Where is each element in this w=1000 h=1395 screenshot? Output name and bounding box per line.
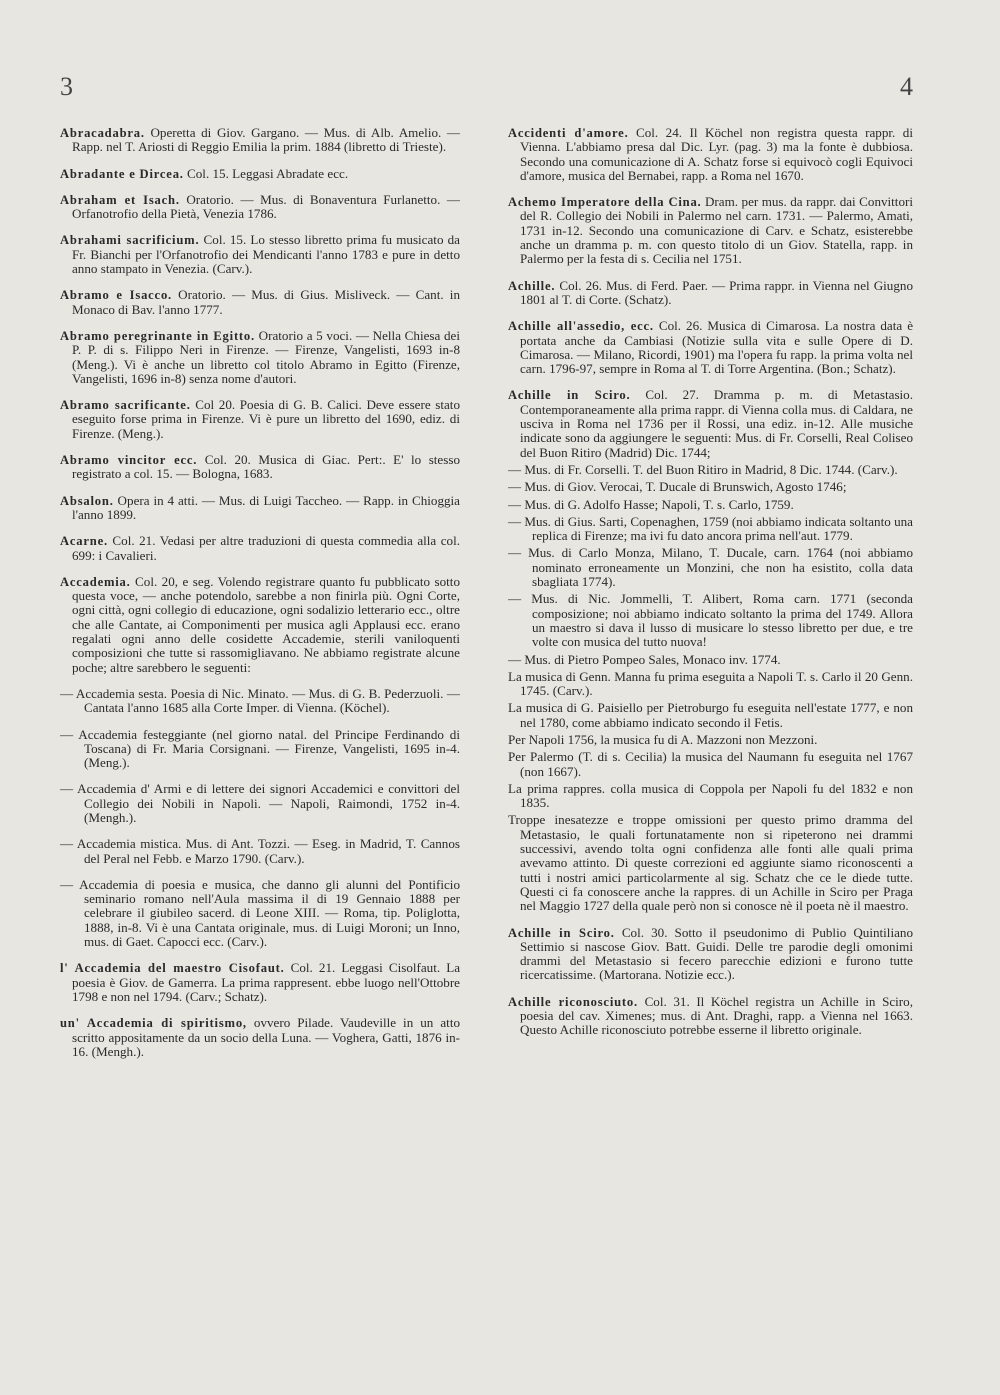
sub-entry: — Mus. di G. Adolfo Hasse; Napoli, T. s. Carlo, 1759. xyxy=(508,496,794,512)
entry-headword: Abramo vincitor ecc. xyxy=(60,453,198,468)
left-column xyxy=(60,126,460,1071)
entry-text: Oratorio. — Mus. di Bonaventura Furlanetto. — Orfanotrofio della Pietà, Venezia 1786. xyxy=(72,191,460,222)
entry xyxy=(60,961,460,1004)
note-paragraph: Troppe inesatezze e troppe omissioni per questo primo dramma del Metastasio, le quali fortunatamente non si ripeterono nei drammi successivi, avendo tolta ogni confidenza alle fonti alle quali prima avevamo attinto. Di queste correzioni ed aggiunte siamo riconoscenti a tutti i nostri amici particolarmente al sig. Schatz che ce le diede tutte. Questi ci fa conoscere anche la rappres. di un Achille in Sciro per Praga nel Maggio 1727 della quale però non si conosce nè il poeta nè il maestro. xyxy=(508,812,913,914)
entry xyxy=(508,926,913,983)
entry-headword: Achille all'assedio, ecc. xyxy=(508,319,654,334)
sub-entry: — Mus. di Giov. Verocai, T. Ducale di Brunswich, Agosto 1746; xyxy=(508,479,847,495)
entry-headword: l' Accademia del maestro Cisofaut. xyxy=(60,961,285,976)
entry-text: Col. 20. Musica di Giac. Pert:. E' lo stesso registrato a col. 15. — Bologna, 1683. xyxy=(72,452,460,482)
entry-text: Col. 24. Il Köchel non registra questa rappr. di Vienna. L'abbiamo presa dal Dic. Lyr. (pag. 3) ma la fonte è dubbiosa. Secondo una comunicazione di A. Schatz forse si equivocò cogli Equivoci d'amore, musica del Bernabei, rapp. a Roma nel 1670. xyxy=(520,125,913,183)
entry-headword: Achemo Imperatore della Cina. xyxy=(508,195,702,210)
entry-text: Operetta di Giov. Gargano. — Mus. di Alb. Amelio. — Rapp. nel T. Ariosti di Reggio Emilia la prim. 1884 (libretto di Trieste). xyxy=(72,125,460,155)
entry-headword: Abracadabra. xyxy=(60,126,145,140)
entry-text: Col. 21. Leggasi Cisolfaut. La poesia è Giov. de Gamerra. La prima rappresent. ebbe luogo nell'Ottobre 1798 e non nel 1794. (Carv.; Schatz). xyxy=(72,960,461,1004)
entry-headword: Abradante e Dircea. xyxy=(60,166,184,181)
entry xyxy=(508,319,913,376)
page-number-right: 4 xyxy=(900,72,913,101)
entry xyxy=(60,193,460,222)
entry xyxy=(60,534,460,563)
entry xyxy=(60,126,460,155)
entry-text: Col. 21. Vedasi per altre traduzioni di questa commedia alla col. 699: i Cavalieri. xyxy=(72,533,460,563)
entry-text: Dram. per mus. da rappr. dai Convittori del R. Collegio dei Nobili in Palermo nel carn. 1731. — Palermo, Amati, 1731 in-12. Secondo una comunicazione di Carv. e Schatz, esisterebbe anche un dramma p. m. con questo titolo di un Giov. Statella, rapp. in Palermo per la festa di s. Cecilia nel 1751. xyxy=(520,194,913,267)
entry-headword: Achille. xyxy=(508,278,556,293)
entry xyxy=(60,398,460,441)
entry-headword: un' Accademia di spiritismo, xyxy=(60,1016,247,1031)
entry xyxy=(60,233,460,276)
entry xyxy=(60,494,460,523)
entry-text: Oratorio. — Mus. di Gius. Misliveck. — Cant. in Monaco di Bav. l'anno 1777. xyxy=(72,287,460,317)
entry xyxy=(60,167,460,181)
entry-text: Col. 27. Dramma p. m. di Metastasio. Contemporaneamente alla prima rappr. di Vienna colla mus. di Caldara, ne usciva in Roma nel 1736 per il Rossi, una ediz. in-12. Alle musiche indicate sono da aggiungere le seguenti: Mus. di Fr. Corselli, Real Coliseo del Buon Ritiro (Madrid) Dic. 1744; xyxy=(520,387,914,460)
note-paragraph: Per Napoli 1756, la musica fu di A. Mazzoni non Mezzoni. xyxy=(508,731,818,747)
note-paragraph: La musica di G. Paisiello per Pietroburgo fu eseguita nell'estate 1777, e non nel 1780, come abbiamo indicato secondo il Fetis. xyxy=(508,700,913,730)
entry xyxy=(60,575,460,675)
entry xyxy=(508,995,913,1038)
entry-text: Opera in 4 atti. — Mus. di Luigi Taccheo. — Rapp. in Chioggia l'anno 1899. xyxy=(72,492,460,522)
note-paragraph: La musica di Genn. Manna fu prima eseguita a Napoli T. s. Carlo il 20 Genn. 1745. (Carv.). xyxy=(508,668,913,699)
entry-text: Col. 15. Leggasi Abradate ecc. xyxy=(183,165,349,181)
entry-headword: Accidenti d'amore. xyxy=(508,126,629,140)
entry-headword: Achille riconosciuto. xyxy=(508,994,638,1009)
entry-text: Col. 30. Sotto il pseudonimo di Publio Quintiliano Settimio si nascose Giov. Batt. Guidi. Delle tre parodie degli omonimi drammi del Metastasio si fecero parecchie edizioni e furono tutte ricercatissime. (Martorana. Notizie ecc.). xyxy=(520,924,913,983)
entry-text: Col. 31. Il Köchel registra un Achille in Sciro, poesia del cav. Ximenes; mus. di Ant. Draghi, rapp. a Vienna nel 1663. Questo Achille riconosciuto potrebbe esserne il libretto originale. xyxy=(520,993,913,1038)
entry-text: ovvero Pilade. Vaudeville in un atto scritto appositamente da un socio della Luna. — Voghera, Gatti, 1876 in-16. (Mengh.). xyxy=(72,1015,461,1059)
entry xyxy=(508,195,913,266)
entry-headword: Accademia. xyxy=(60,574,131,589)
entry-headword: Achille in Sciro. xyxy=(508,925,615,940)
entry xyxy=(60,329,460,386)
sub-entry: — Accademia di poesia e musica, che danno gli alunni del Pontificio seminario romano nell'Aula massima il di 19 Gennaio 1888 per celebrare il giubileo sacerd. di Leone XIII. — Roma, tip. Poliglotta, 1888, in-8. Vi è una Cantata originale, mus. di Luigi Moroni; un Inno, mus. di Gaet. Capocci ecc. (Carv.). xyxy=(60,876,460,950)
page-number-left: 3 xyxy=(60,72,73,101)
sub-entry: — Mus. di Carlo Monza, Milano, T. Ducale, carn. 1764 (noi abbiamo nominato erroneamente un Monzini, che non ha esistito, colla data sbagliata 1774). xyxy=(508,545,913,590)
sub-entry: — Accademia mistica. Mus. di Ant. Tozzi. — Eseg. in Madrid, T. Cannos del Peral nel Febb. e Marzo 1790. (Carv.). xyxy=(60,836,460,866)
sub-entry: — Mus. di Pietro Pompeo Sales, Monaco inv. 1774. xyxy=(508,651,781,667)
entry-text: Col 20. Poesia di G. B. Calici. Deve essere stato eseguito forse prima in Firenze. Vi è pure un libretto del 1690, ediz. di Firenze. (Meng.). xyxy=(72,397,460,441)
sub-entry: — Accademia festeggiante (nel giorno natal. del Principe Ferdinando di Toscana) di Fr. Maria Corsignani. — Firenze, Vangelisti, 1695 in-4. (Meng.). xyxy=(60,726,460,771)
entry-headword: Abraham et Isach. xyxy=(60,192,180,207)
entry-text: Oratorio a 5 voci. — Nella Chiesa dei P. P. di s. Filippo Neri in Firenze. — Firenze, Vangelisti, 1693 in-8 (Meng.). Vi è anche un libretto col titolo Abramo in Egitto (Firenze, Vangelisti, 1696 in-8) senza nome d'autori. xyxy=(72,327,460,386)
entry-text: Col. 20, e seg. Volendo registrare quanto fu pubblicato sotto questa voce, — anche potendolo, sarebbe a non finirla più. Ogni Corte, ogni città, ogni collegio di educazione, ogni sodalizio letterario ecc., oltre che alle Cantate, ai Componimenti per musica agli Applausi ecc. erano regalati ogni anno delle cosidette Accademie, sterili vaniloquenti composizioni che tutte si rassomigliavano. Ne abbiamo registrate alcune poche; altre sarebbero le seguenti: xyxy=(72,573,460,675)
entry xyxy=(508,279,913,308)
entry-text: Col. 26. Musica di Cimarosa. La nostra data è portata anche da Cambiasi (Notizie sulla vita e sulle Opere di D. Cimarosa. — Milano, Ricordi, 1901) ma l'opera fu rapp. la prima volta nel carn. 1796-97, sempre in Roma al T. di Torre Argentina. (Bon.; Schatz). xyxy=(520,318,914,377)
sub-entry: — Mus. di Gius. Sarti, Copenaghen, 1759 (noi abbiamo indicata soltanto una replica di Firenze; ma ivi fu dato ancora prima nell'aut. 1779. xyxy=(508,513,913,544)
entry-headword: Achille in Sciro. xyxy=(508,388,631,403)
entry-headword: Abrahami sacrificium. xyxy=(60,233,200,248)
entry-headword: Abramo e Isacco. xyxy=(60,288,172,303)
entry xyxy=(60,453,460,482)
note-paragraph: Per Palermo (T. di s. Cecilia) la musica del Naumann fu eseguita nel 1767 (non 1667). xyxy=(508,749,913,779)
entry xyxy=(508,388,913,459)
sub-entry: — Mus. di Nic. Jommelli, T. Alibert, Roma carn. 1771 (seconda composizione; noi abbiamo indicato soltanto la prima del 1749. Allora un maestro si dava il lusso di musicare lo stesso libretto per due, e tre volte con musica del tutto nuova! xyxy=(508,591,913,650)
right-column xyxy=(508,126,913,1050)
entry xyxy=(60,1016,460,1059)
entry-headword: Acarne. xyxy=(60,534,108,549)
entry xyxy=(60,288,460,317)
entry-text: Col. 15. Lo stesso libretto prima fu musicato da Fr. Bianchi per l'Orfanotrofio dei Mendicanti l'anno 1783 e pure in detto anno stampato in Venezia. (Carv.). xyxy=(72,232,460,277)
sub-entry: — Accademia d' Armi e di lettere dei signori Accademici e convittori del Collegio dei Nobili in Napoli. — Napoli, Raimondi, 1752 in-4. (Mengh.). xyxy=(60,781,460,825)
entry-text: Col. 26. Mus. di Ferd. Paer. — Prima rappr. in Vienna nel Giugno 1801 al T. di Corte. (Schatz). xyxy=(520,277,913,307)
entry xyxy=(508,126,913,183)
entry-headword: Abramo peregrinante in Egitto. xyxy=(60,328,255,343)
entry-headword: Absalon. xyxy=(60,493,114,508)
sub-entry: — Mus. di Fr. Corselli. T. del Buon Ritiro in Madrid, 8 Dic. 1744. (Carv.). xyxy=(508,461,898,477)
sub-entry: — Accademia sesta. Poesia di Nic. Minato. — Mus. di G. B. Pederzuoli. — Cantata l'anno 1685 alla Corte Imper. di Vienna. (Köchel). xyxy=(60,685,460,716)
note-paragraph: La prima rappres. colla musica di Coppola per Napoli fu del 1832 e non 1835. xyxy=(508,780,913,811)
entry-headword: Abramo sacrificante. xyxy=(60,398,191,413)
